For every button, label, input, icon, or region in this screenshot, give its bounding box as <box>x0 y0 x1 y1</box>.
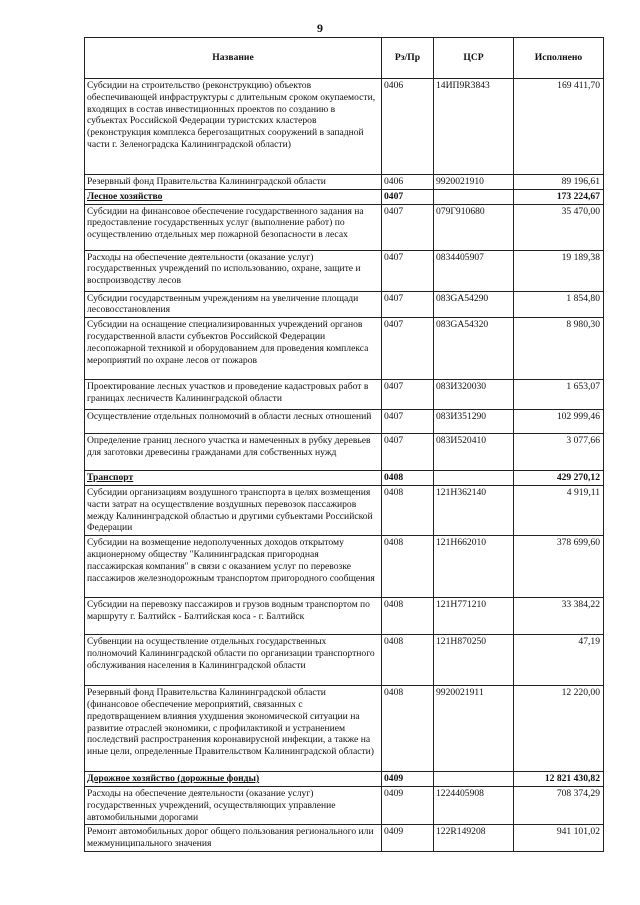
cell-section: 0408 <box>382 485 434 535</box>
cell-name: Субсидии на возмещение недополученных доходов открытому акционерному обществу "Калининградская пригородная пассажирская компания" в связи с оказанием услуг по перевозке пассажиров железнодорожным транспортом пригородного сообщения <box>85 536 382 598</box>
cell-name: Осуществление отдельных полномочий в области лесных отношений <box>85 410 382 434</box>
cell-name: Субсидии на оснащение специализированных учреждений органов государственной власти субъектов Российской Федерации лесопожарной техникой и оборудованием для проведения комплекса мероприятий по охране лесов от пожаров <box>85 318 382 380</box>
cell-section: 0409 <box>382 772 434 787</box>
cell-section: 0409 <box>382 825 434 852</box>
cell-name: Субсидии организациям воздушного транспорта в целях возмещения части затрат на осуществление воздушных перевозок пассажиров между Калининградской областью и другими субъектами Российской Федерации <box>85 485 382 535</box>
table-row <box>85 536 604 598</box>
table-row <box>85 410 604 434</box>
header-executed: Исполнено <box>514 38 604 79</box>
cell-section: 0409 <box>382 786 434 824</box>
cell-name: Ремонт автомобильных дорог общего пользования регионального или межмуниципального значения <box>85 825 382 852</box>
cell-section: 0408 <box>382 635 434 686</box>
cell-csr: 083И320030 <box>434 380 514 410</box>
cell-section: 0407 <box>382 380 434 410</box>
table-row <box>85 204 604 250</box>
cell-csr: 083И351290 <box>434 410 514 434</box>
table-row <box>85 786 604 824</box>
cell-value: 1 854,80 <box>514 291 604 318</box>
cell-value: 12 821 430,82 <box>514 772 604 787</box>
cell-section: 0407 <box>382 434 434 471</box>
cell-csr: 1224405908 <box>434 786 514 824</box>
cell-section: 0408 <box>382 536 434 598</box>
cell-value: 19 189,38 <box>514 250 604 291</box>
cell-name: Субсидии на строительство (реконструкцию) объектов обеспечивающей инфраструктуры с длительным сроком окупаемости, входящих в состав инвестиционных проектов по созданию в субъектах Российской Федерации туристских кластеров (реконструкция комплекса берегозащитных сооружений в западной части г. Зеленоградска Калининградской области) <box>85 79 382 175</box>
cell-section: 0408 <box>382 598 434 635</box>
cell-name: Расходы на обеспечение деятельности (оказание услуг) государственных учреждений, осуществляющих управление автомобильными дорогами <box>85 786 382 824</box>
cell-value: 8 980,30 <box>514 318 604 380</box>
cell-section: 0408 <box>382 686 434 772</box>
cell-name: Проектирование лесных участков и проведение кадастровых работ в границах лесничеств Калининградской области <box>85 380 382 410</box>
cell-name: Субвенции на осуществление отдельных государственных полномочий Калининградской области по организации транспортного обслуживания населения в Калининградской области <box>85 635 382 686</box>
section-row <box>85 471 604 486</box>
cell-value: 378 699,60 <box>514 536 604 598</box>
cell-name: Субсидии на перевозку пассажиров и грузов водным транспортом по маршруту г. Балтийск - Балтийская коса - г. Балтийск <box>85 598 382 635</box>
cell-csr: 9920021910 <box>434 175 514 190</box>
table-row <box>85 686 604 772</box>
cell-value: 941 101,02 <box>514 825 604 852</box>
cell-value: 89 196,61 <box>514 175 604 190</box>
cell-name: Определение границ лесного участка и намеченных в рубку деревьев для заготовки древесины гражданами для собственных нужд <box>85 434 382 471</box>
section-row <box>85 772 604 787</box>
section-row <box>85 189 604 204</box>
cell-value: 3 077,66 <box>514 434 604 471</box>
cell-section: 0407 <box>382 204 434 250</box>
table-row <box>85 434 604 471</box>
table-row <box>85 380 604 410</box>
cell-section: 0407 <box>382 291 434 318</box>
cell-csr: 083И520410 <box>434 434 514 471</box>
table-header-row <box>85 38 604 79</box>
cell-section: 0407 <box>382 410 434 434</box>
cell-csr: 079Г910680 <box>434 204 514 250</box>
cell-value: 708 374,29 <box>514 786 604 824</box>
cell-value: 12 220,00 <box>514 686 604 772</box>
table-row <box>85 175 604 190</box>
cell-csr: 121Н870250 <box>434 635 514 686</box>
cell-value: 1 653,07 <box>514 380 604 410</box>
cell-csr <box>434 189 514 204</box>
cell-value: 429 270,12 <box>514 471 604 486</box>
table-row <box>85 598 604 635</box>
cell-csr: 083GA54290 <box>434 291 514 318</box>
cell-name: Лесное хозяйство <box>85 189 382 204</box>
table-row <box>85 250 604 291</box>
header-name: Название <box>85 38 382 79</box>
cell-csr: 9920021911 <box>434 686 514 772</box>
cell-csr: 122R149208 <box>434 825 514 852</box>
table-row <box>85 291 604 318</box>
cell-value: 4 919,11 <box>514 485 604 535</box>
cell-name: Резервный фонд Правительства Калининградской области (финансовое обеспечение мероприятий, связанных с предотвращением влияния ухудшения экономической ситуации на развитие отраслей экономики, с профилактикой и устранением последствий распространения коронавирусной инфекции, а также на иные цели, определенные Правительством Калининградской области) <box>85 686 382 772</box>
cell-value: 33 384,22 <box>514 598 604 635</box>
page-number: 9 <box>317 21 323 35</box>
cell-csr: 121Н771210 <box>434 598 514 635</box>
cell-section: 0406 <box>382 79 434 175</box>
cell-name: Субсидии государственным учреждениям на увеличение площади лесовосстановления <box>85 291 382 318</box>
cell-csr: 121Н662010 <box>434 536 514 598</box>
cell-name: Расходы на обеспечение деятельности (оказание услуг) государственных учреждений по использованию, охране, защите и воспроизводству лесов <box>85 250 382 291</box>
cell-value: 173 224,67 <box>514 189 604 204</box>
table-row <box>85 318 604 380</box>
cell-csr <box>434 471 514 486</box>
table-row <box>85 825 604 852</box>
table-row <box>85 485 604 535</box>
cell-csr: 121Н362140 <box>434 485 514 535</box>
cell-name: Транспорт <box>85 471 382 486</box>
header-section: Рз/Пр <box>382 38 434 79</box>
cell-csr: 0834405907 <box>434 250 514 291</box>
table-row <box>85 635 604 686</box>
cell-value: 47,19 <box>514 635 604 686</box>
cell-section: 0408 <box>382 471 434 486</box>
table-row <box>85 79 604 175</box>
cell-csr: 14ИП9R3843 <box>434 79 514 175</box>
cell-name: Резервный фонд Правительства Калининградской области <box>85 175 382 190</box>
cell-name: Дорожное хозяйство (дорожные фонды) <box>85 772 382 787</box>
cell-value: 102 999,46 <box>514 410 604 434</box>
cell-section: 0407 <box>382 250 434 291</box>
header-csr: ЦСР <box>434 38 514 79</box>
cell-value: 35 470,00 <box>514 204 604 250</box>
table-body <box>85 79 604 852</box>
cell-name: Субсидии на финансовое обеспечение государственного задания на предоставление государственных услуг (выполнение работ) по осуществлению отдельных мер пожарной безопасности в лесах <box>85 204 382 250</box>
cell-value: 169 411,70 <box>514 79 604 175</box>
cell-section: 0406 <box>382 175 434 190</box>
cell-section: 0407 <box>382 318 434 380</box>
cell-csr: 083GA54320 <box>434 318 514 380</box>
cell-section: 0407 <box>382 189 434 204</box>
budget-table <box>84 37 604 852</box>
cell-csr <box>434 772 514 787</box>
